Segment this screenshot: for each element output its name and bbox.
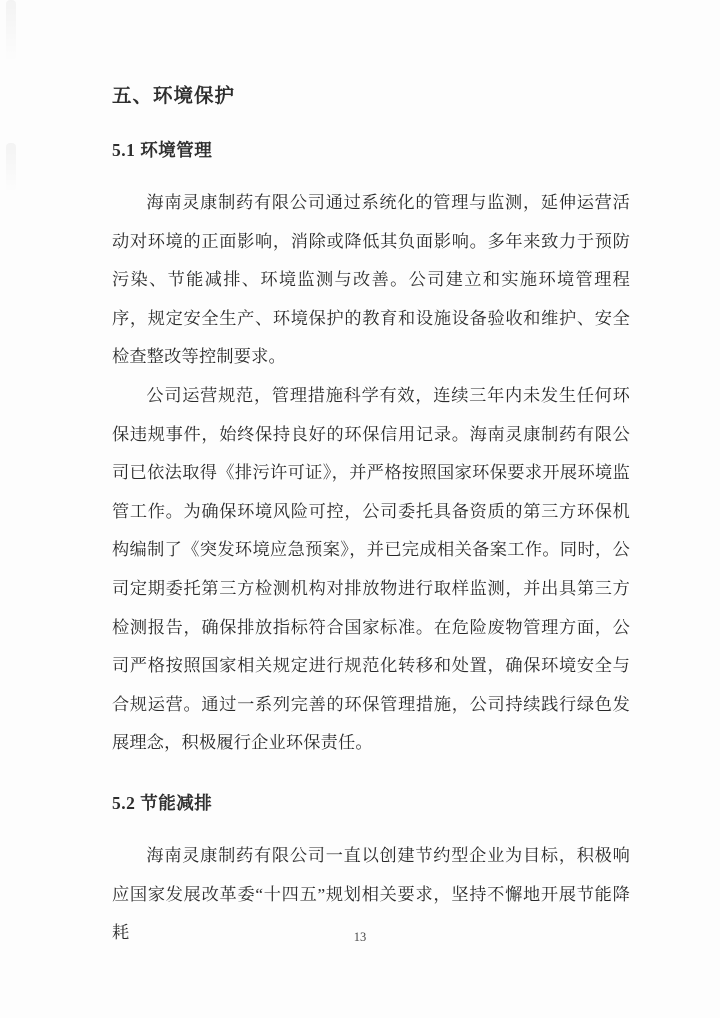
scan-artifact <box>6 143 16 193</box>
section-heading-5-1: 5.1 环境管理 <box>112 140 213 160</box>
page-content <box>112 84 630 953</box>
section-heading-5-2: 5.2 节能减排 <box>112 792 213 813</box>
paragraph-environmental-management-2: 公司运营规范，管理措施科学有效，连续三年内未发生任何环保违规事件，始终保持良好的环保信用记录。海南灵康制药有限公司已依法取得《排污许可证》，并严格按照国家环保要求开展环境监管工作。为确保环境风险可控，公司委托具备资质的第三方环保机构编制了《突发环境应急预案》，并已完成相关备案工作。同时，公司定期委托第三方检测机构对排放物进行取样监测，并出具第三方检测报告，确保排放指标符合国家标准。在危险废物管理方面，公司严格按照国家相关规定进行规范化转移和处置，确保环境安全与合规运营。通过一系列完善的环保管理措施，公司持续践行绿色发展理念，积极履行企业环保责任。 <box>112 385 630 753</box>
paragraph-environmental-management-1: 海南灵康制药有限公司通过系统化的管理与监测，延伸运营活动对环境的正面影响，消除或降低其负面影响。多年来致力于预防污染、节能减排、环境监测与改善。公司建立和实施环境管理程序，规定安全生产、环境保护的教育和设施设备验收和维护、安全检查整改等控制要求。 <box>112 193 630 367</box>
page-number: 13 <box>353 930 367 944</box>
paragraph-energy-saving-1: 海南灵康制药有限公司一直以创建节约型企业为目标，积极响应国家发展改革委“十四五”规划相关要求，坚持不懈地开展节能降耗 <box>112 845 630 943</box>
scan-artifact <box>6 0 16 62</box>
chapter-title: 五、环境保护 <box>112 86 236 107</box>
